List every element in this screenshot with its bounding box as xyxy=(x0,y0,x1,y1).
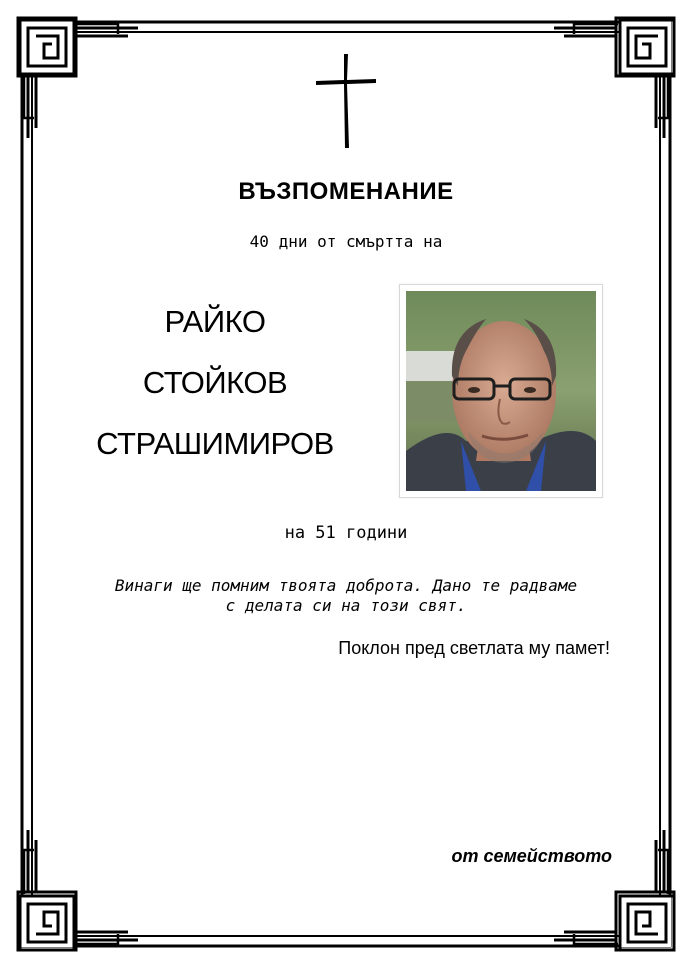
name-line-middle: СТОЙКОВ xyxy=(142,365,288,400)
age-text: на 51 години xyxy=(284,523,408,543)
deceased-name xyxy=(70,306,360,489)
signature: от семейството xyxy=(451,846,612,866)
name-line-first: РАЙКО xyxy=(164,304,266,339)
portrait-frame xyxy=(399,284,603,498)
tribute-line: Поклон пред светлата му памет! xyxy=(338,638,610,658)
page-title: ВЪЗПОМЕНАНИЕ xyxy=(238,178,454,205)
name-line-last: СТРАШИМИРОВ xyxy=(96,426,334,461)
portrait-photo xyxy=(406,291,596,491)
cross-icon xyxy=(314,52,378,150)
quote-line-2: с делата си на този свят. xyxy=(225,596,467,615)
quote-line-1: Винаги ще помним твоята доброта. Дано те радваме xyxy=(114,576,578,595)
memorial-quote xyxy=(80,576,612,616)
subtitle: 40 дни от смъртта на xyxy=(249,232,443,251)
